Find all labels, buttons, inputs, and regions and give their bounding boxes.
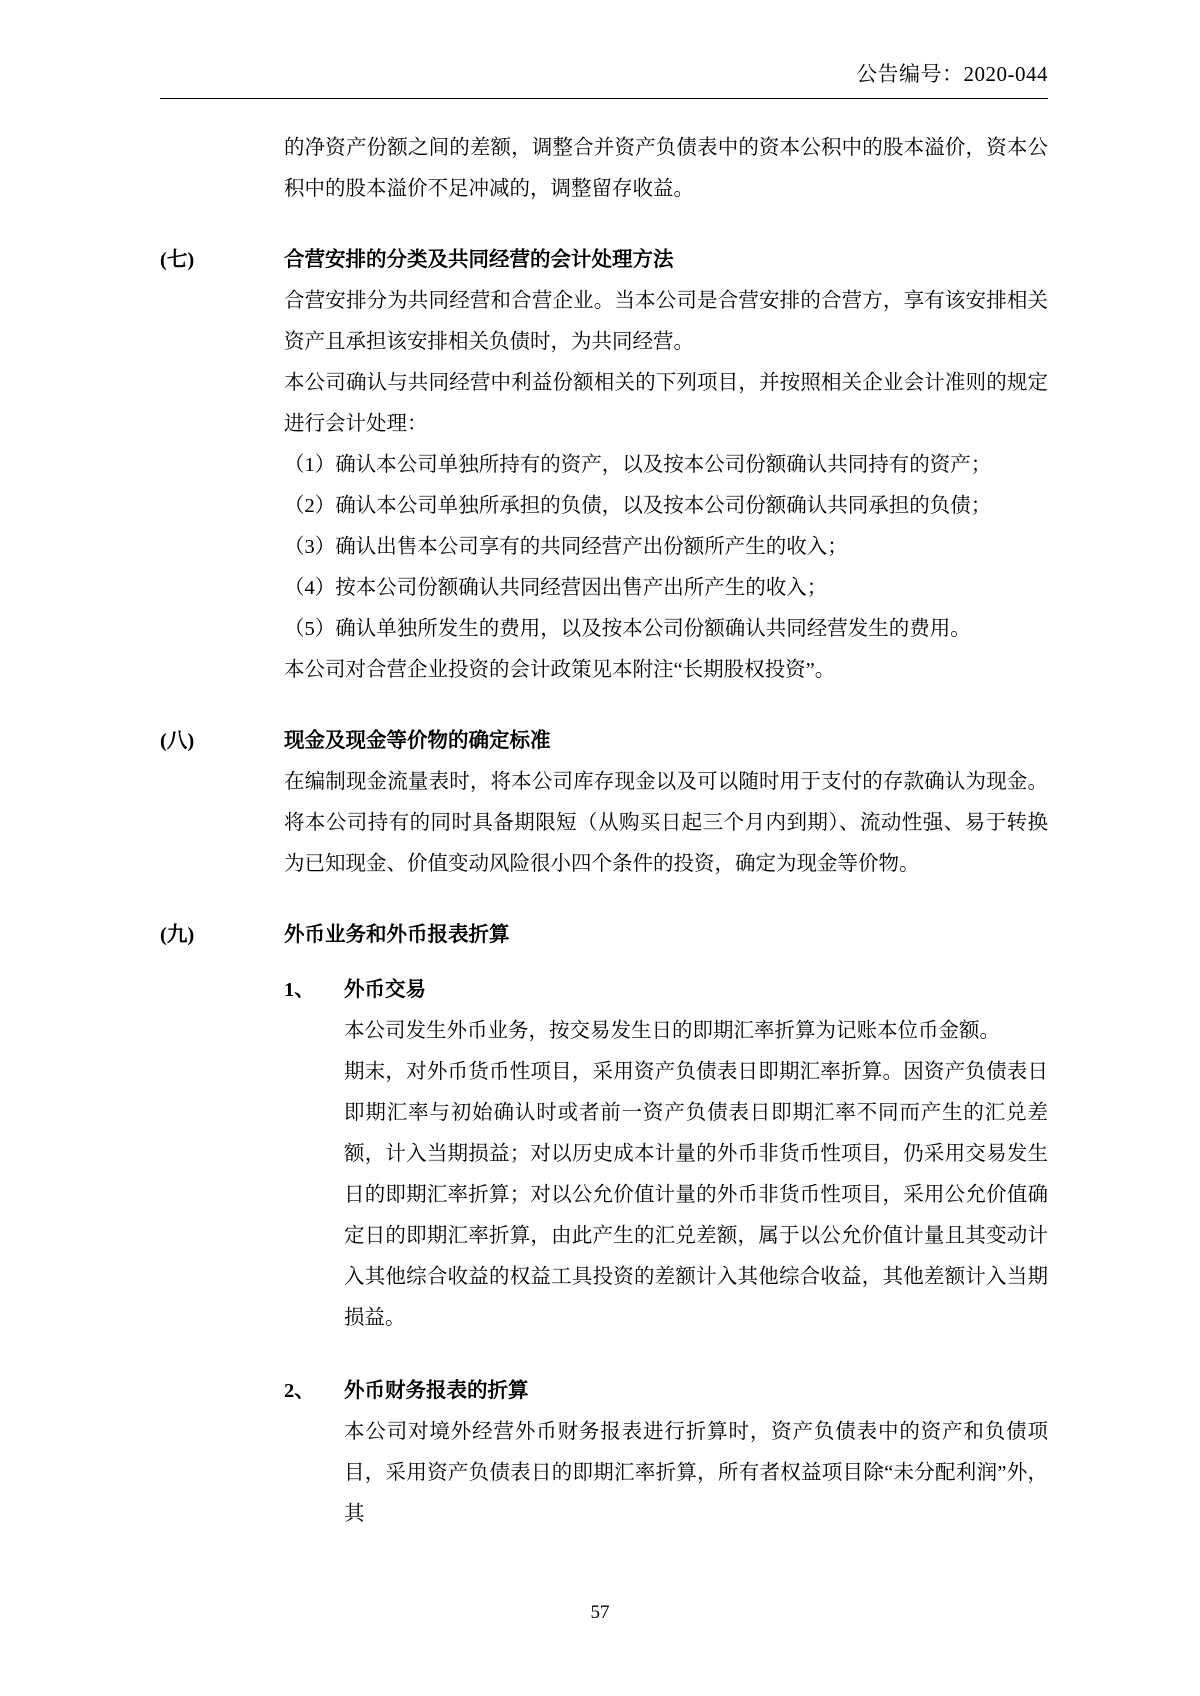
page-number: 57 [590,1602,610,1623]
paragraph: 期末，对外币货币性项目，采用资产负债表日即期汇率折算。因资产负债表日即期汇率与初始确认时或者前一资产负债表日即期汇率不同而产生的汇兑差额，计入当期损益；对以历史成本计量的外币非货币性项目，仍采用交易发生日的即期汇率折算；对以公允价值计量的外币非货币性项目，采用公允价值确定日的即期汇率折算，由此产生的汇兑差额，属于以公允价值计量且其变动计入其他综合收益的权益工具投资的差额计入其他综合收益，其他差额计入当期损益。 [344,1061,1048,1329]
subsection-heading-1 [284,970,1048,1011]
paragraph: 本公司对合营企业投资的会计政策见本附注“长期股权投资”。 [284,659,836,681]
paragraph: 本公司对境外经营外币财务报表进行折算时，资产负债表中的资产和负债项目，采用资产负债表日的即期汇率折算，所有者权益项目除“未分配利润”外，其 [344,1421,1048,1525]
subsection-title: 外币财务报表的折算 [344,1380,529,1402]
section-title: 合营安排的分类及共同经营的会计处理方法 [284,249,674,271]
subsection-heading-2 [284,1371,1048,1412]
section-heading-9 [160,915,1048,956]
list-item: （4）按本公司份额确认共同经营因出售产出所产生的收入； [284,577,828,599]
subsection-number: 2、 [284,1380,315,1402]
paragraph: 本公司发生外币业务，按交易发生日的即期汇率折算为记账本位币金额。 [344,1020,1000,1042]
section-number: (七) [160,249,195,271]
page-header [160,58,1048,88]
header-divider [160,98,1048,99]
section-heading-8 [160,721,1048,762]
paragraph: 本公司确认与共同经营中利益份额相关的下列项目，并按照相关企业会计准则的规定进行会计处理： [284,372,1048,435]
list-item: （2）确认本公司单独所承担的负债，以及按本公司份额确认共同承担的负债； [284,495,992,517]
list-item: （5）确认单独所发生的费用，以及按本公司份额确认共同经营发生的费用。 [284,618,971,640]
section-number: (八) [160,730,195,752]
paragraph: 在编制现金流量表时，将本公司库存现金以及可以随时用于支付的存款确认为现金。将本公司持有的同时具备期限短（从购买日起三个月内到期）、流动性强、易于转换为已知现金、价值变动风险很小四个条件的投资，确定为现金等价物。 [284,771,1048,875]
list-item: （3）确认出售本公司享有的共同经营产出份额所产生的收入； [284,536,848,558]
section-heading-7 [160,240,1048,281]
paragraph: 合营安排分为共同经营和合营企业。当本公司是合营安排的合营方，享有该安排相关资产且承担该安排相关负债时，为共同经营。 [284,290,1048,353]
subsection-title: 外币交易 [344,979,426,1001]
paragraph-continued: 的净资产份额之间的差额，调整合并资产负债表中的资本公积中的股本溢价，资本公积中的股本溢价不足冲减的，调整留存收益。 [284,137,1048,200]
section-number: (九) [160,924,195,946]
section-title: 现金及现金等价物的确定标准 [284,730,551,752]
list-item: （1）确认本公司单独所持有的资产，以及按本公司份额确认共同持有的资产； [284,454,992,476]
subsection-number: 1、 [284,979,315,1001]
section-title: 外币业务和外币报表折算 [284,924,510,946]
page-content [160,128,1048,1535]
announcement-number: 公告编号：2020-044 [856,62,1048,86]
